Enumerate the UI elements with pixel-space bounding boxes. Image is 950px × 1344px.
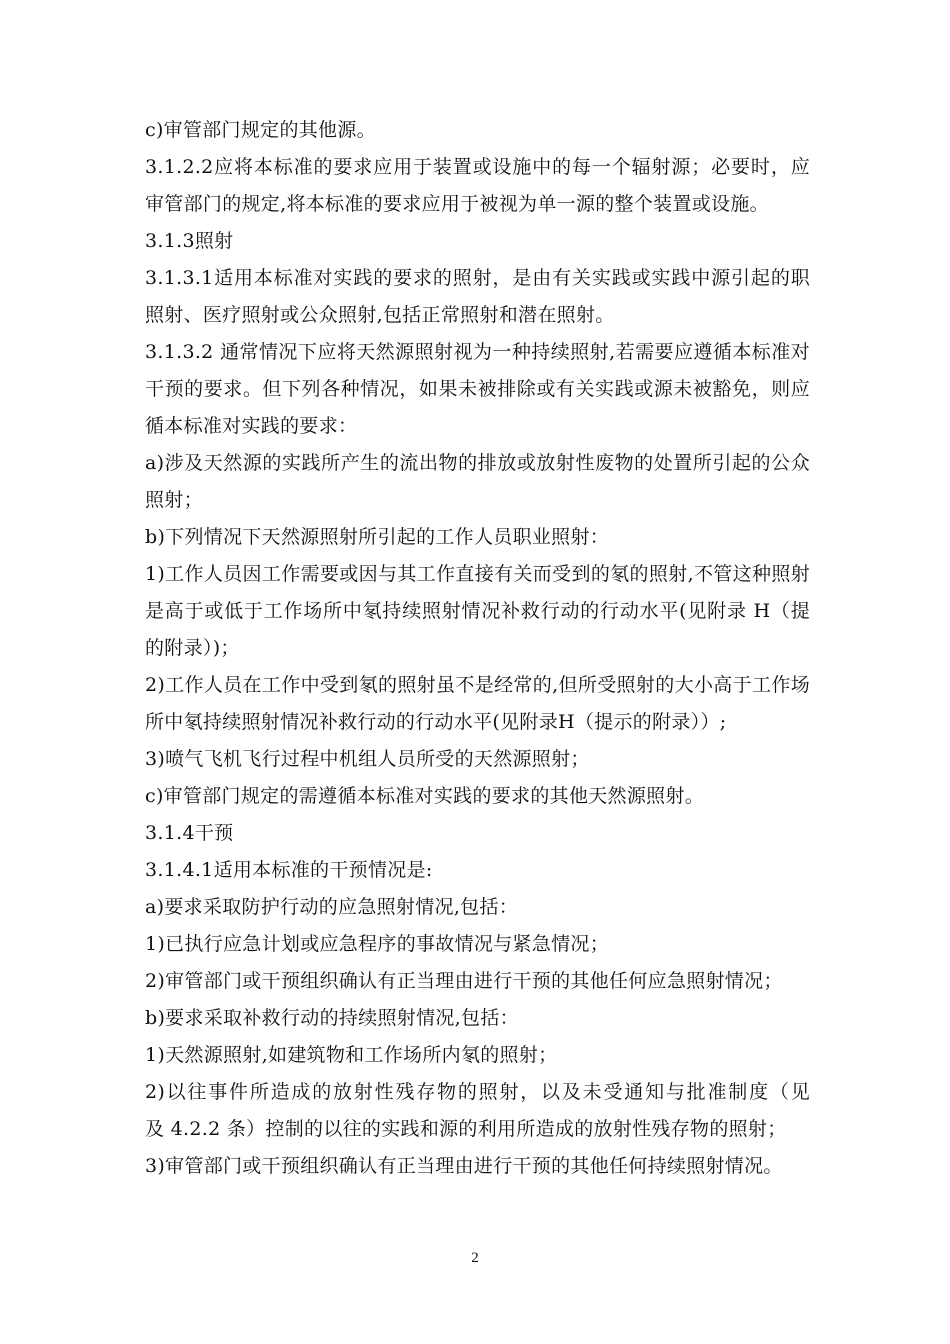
section-heading: 3.1.3照射 <box>145 230 234 252</box>
text-line: 1)已执行应急计划或应急程序的事故情况与紧急情况； <box>145 933 610 955</box>
text-line: 照射、医疗照射或公众照射,包括正常照射和潜在照射。 <box>145 304 615 326</box>
text-line: a)涉及天然源的实践所产生的流出物的排放或放射性废物的处置所引起的公众 <box>145 452 810 474</box>
text-line: 2)以往事件所造成的放射性残存物的照射，以及未受通知与批准制度（见 <box>145 1081 810 1103</box>
text-line: 干预的要求。但下列各种情况，如果未被排除或有关实践或源未被豁免，则应 <box>145 378 810 400</box>
text-line: 3.1.4.1适用本标准的干预情况是: <box>145 859 433 881</box>
section-heading: 3.1.4干预 <box>145 822 234 844</box>
text-line: 及 4.2.2 条）控制的以往的实践和源的利用所造成的放射性残存物的照射； <box>145 1118 787 1140</box>
text-line: c)审管部门规定的其他源。 <box>145 119 376 141</box>
text-line: 1)工作人员因工作需要或因与其工作直接有关而受到的氡的照射,不管这种照射 <box>145 563 810 585</box>
document-body <box>145 112 810 1185</box>
text-line: 的附录）)； <box>145 637 240 659</box>
text-line: 2)工作人员在工作中受到氡的照射虽不是经常的,但所受照射的大小高于工作场 <box>145 674 810 696</box>
text-line: c)审管部门规定的需遵循本标准对实践的要求的其他天然源照射。 <box>145 785 705 807</box>
text-line: 3.1.2.2应将本标准的要求应用于装置或设施中的每一个辐射源；必要时，应 <box>145 156 810 178</box>
page-number: 2 <box>471 1250 479 1266</box>
text-line: 审管部门的规定,将本标准的要求应用于被视为单一源的整个装置或设施。 <box>145 193 769 215</box>
text-line: 是高于或低于工作场所中氡持续照射情况补救行动的行动水平(见附录 H（提 <box>145 600 810 622</box>
text-line: b)下列情况下天然源照射所引起的工作人员职业照射： <box>145 526 610 548</box>
text-line: 3.1.3.1适用本标准对实践的要求的照射，是由有关实践或实践中源引起的职 <box>145 267 810 289</box>
text-line: 1)天然源照射,如建筑物和工作场所内氡的照射； <box>145 1044 558 1066</box>
text-line: a)要求采取防护行动的应急照射情况,包括： <box>145 896 519 918</box>
text-line: b)要求采取补救行动的持续照射情况,包括： <box>145 1007 519 1029</box>
text-line: 循本标准对实践的要求： <box>145 415 358 437</box>
text-line: 2)审管部门或干预组织确认有正当理由进行干预的其他任何应急照射情况； <box>145 970 783 992</box>
text-line: 3.1.3.2 通常情况下应将天然源照射视为一种持续照射,若需要应遵循本标准对 <box>145 341 810 363</box>
text-line: 3)喷气飞机飞行过程中机组人员所受的天然源照射； <box>145 748 590 770</box>
text-line: 照射； <box>145 489 203 511</box>
text-line: 3)审管部门或干预组织确认有正当理由进行干预的其他任何持续照射情况。 <box>145 1155 783 1177</box>
text-line: 所中氡持续照射情况补救行动的行动水平(见附录H（提示的附录））; <box>145 711 727 733</box>
